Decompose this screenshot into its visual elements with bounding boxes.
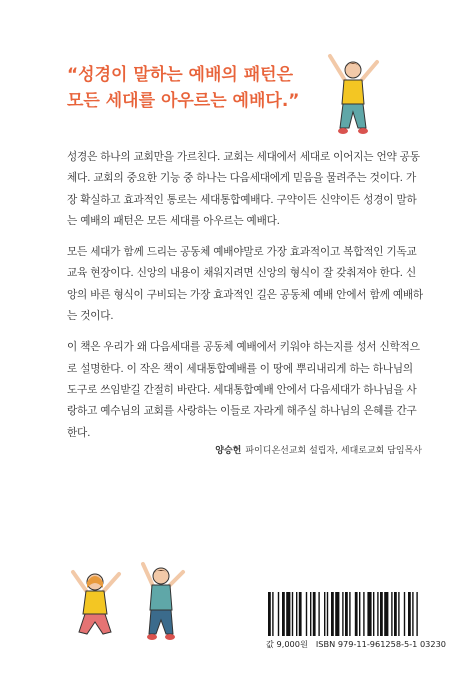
signature-name: 양승헌 bbox=[215, 446, 242, 456]
paragraph-1: 성경은 하나의 교회만을 가르친다. 교회는 세대에서 세대로 이어지는 언약 공동체다. 교회의 중요한 기능 중 하나는 다음세대에게 믿음을 물려주는 것이다. 가장 확실하고 효과적인 통로는 세대통합예배다. 구약이든 신약이든 성경이 말하는 예배의 패턴은 모든 세대를 아우르는 예배다. bbox=[67, 151, 420, 227]
barcode-bar bbox=[282, 592, 285, 636]
jumping-girl-illustration bbox=[67, 566, 125, 644]
barcode-bar bbox=[349, 592, 350, 636]
barcode-bar bbox=[327, 592, 328, 636]
barcode-bar bbox=[391, 592, 392, 636]
barcode-bar bbox=[313, 592, 316, 636]
pull-quote-line-2: 모든 세대를 아우르는 예배다.” bbox=[67, 91, 300, 111]
barcode-bar bbox=[416, 592, 417, 636]
price-isbn-line bbox=[266, 639, 454, 650]
barcode-bar bbox=[373, 592, 374, 636]
pull-quote-line-1: “성경이 말하는 예배의 패턴은 bbox=[67, 65, 293, 85]
body-text bbox=[67, 147, 424, 454]
barcode-bar bbox=[292, 592, 293, 636]
barcode-bar bbox=[345, 592, 348, 636]
signature-title: 파이디온선교회 설립자, 세대로교회 담임목사 bbox=[245, 446, 422, 456]
barcode-bar bbox=[296, 592, 297, 636]
isbn: ISBN 979-11-961258-5-1 03230 bbox=[315, 639, 447, 649]
barcode-bar bbox=[278, 592, 279, 636]
jumping-boy-illustration bbox=[133, 560, 189, 650]
price: 값 9,000원 bbox=[266, 639, 308, 649]
barcode-bar bbox=[310, 592, 311, 636]
barcode bbox=[266, 592, 426, 640]
barcode-bar bbox=[384, 592, 388, 636]
barcode-bar bbox=[408, 592, 411, 636]
barcode-bar bbox=[324, 592, 325, 636]
paragraph-3: 이 책은 우리가 왜 다음세대를 공동체 예배에서 키워야 하는지를 성서 신학적으로 설명한다. 이 작은 책이 세대통합예배를 이 땅에 뿌리내리게 하는 하나님의 도구로 쓰임받길 간절히 바란다. 세대통합예배 안에서 다음세대가 하나님을 사랑하고 예수님의 교회를 사랑하는 이들로 자라게 해주실 하나님의 은혜를 간구한다. bbox=[67, 341, 420, 439]
barcode-bar bbox=[355, 592, 358, 636]
barcode-bar bbox=[367, 592, 371, 636]
barcode-bar bbox=[377, 592, 378, 636]
barcode-bar bbox=[286, 592, 290, 636]
barcode-bar bbox=[268, 592, 271, 636]
barcode-bar bbox=[380, 592, 383, 636]
barcode-bar bbox=[398, 592, 399, 636]
barcode-bar bbox=[299, 592, 302, 636]
signature bbox=[215, 443, 422, 456]
barcode-bar bbox=[272, 592, 273, 636]
barcode-bar bbox=[342, 592, 343, 636]
jumping-child-illustration bbox=[322, 48, 384, 146]
barcode-bar bbox=[331, 592, 334, 636]
barcode-bar bbox=[363, 592, 364, 636]
barcode-bar bbox=[412, 592, 413, 636]
barcode-bar bbox=[335, 592, 339, 636]
barcode-bar bbox=[318, 592, 319, 636]
barcode-bar bbox=[404, 592, 405, 636]
barcode-bar bbox=[306, 592, 307, 636]
paragraph-2: 모든 세대가 함께 드리는 공동체 예배야말로 가장 효과적이고 복합적인 기독교 교육 현장이다. 신앙의 내용이 채워지려면 신앙의 형식이 잘 갖춰져야 한다. 신앙의 바른 형식이 구비되는 가장 효과적인 길은 공동체 예배 안에서 함께 예배하는 것이다. bbox=[67, 246, 423, 323]
barcode-bar bbox=[394, 592, 397, 636]
barcode-bar bbox=[359, 592, 360, 636]
